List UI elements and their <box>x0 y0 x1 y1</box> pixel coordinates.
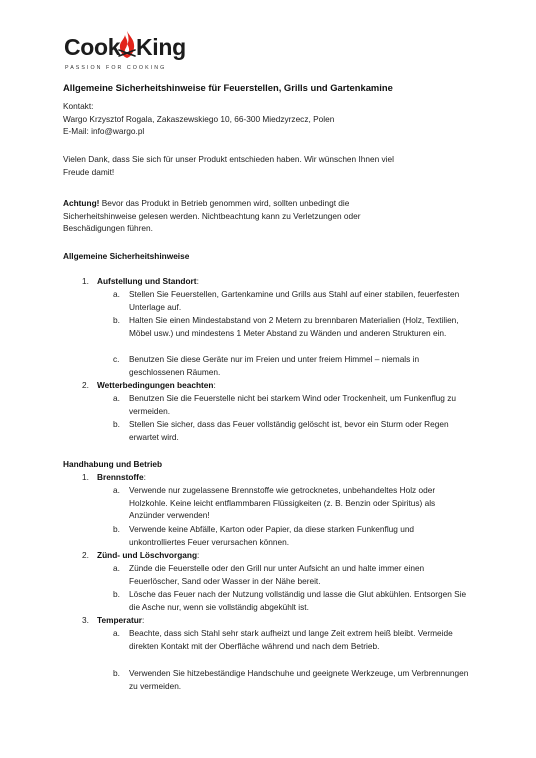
logo-word-cook: Cook <box>64 34 121 60</box>
cookking-logo <box>64 34 186 76</box>
sub-item-letter: a. <box>113 563 120 573</box>
section-heading-handling: Handhabung und Betrieb <box>63 459 163 469</box>
warning-line-2: Sicherheitshinweise gelesen werden. Nichtbeachtung kann zu Verletzungen oder <box>63 210 361 221</box>
sub-item-text: Beachte, dass sich Stahl sehr stark aufheizt und lange Zeit extrem heiß bleibt. Vermeide direkten Kontakt mit der Oberfläche während und nach dem Betrieb. <box>129 628 453 651</box>
list-item-title-text: Brennstoffe <box>97 472 144 482</box>
list-item-title-colon: : <box>142 615 145 625</box>
list-item-title-colon: : <box>213 380 216 390</box>
sub-item-letter: a. <box>113 289 120 299</box>
sub-item-text: Benutzen Sie die Feuerstelle nicht bei starkem Wind oder Trockenheit, um Funkenflug zu vermeiden. <box>129 393 456 416</box>
thanks-line-1: Vielen Dank, dass Sie sich für unser Produkt entschieden haben. Wir wünschen Ihnen viel <box>63 154 394 164</box>
sub-item-text: Benutzen Sie diese Geräte nur im Freien und unter freiem Himmel – niemals in geschlossenen Räumen. <box>129 354 420 377</box>
logo-tagline: PASSION FOR COOKING <box>65 65 167 71</box>
sub-item-text: Zünde die Feuerstelle oder den Grill nur unter Aufsicht an und halte immer einen Feuerlöscher, Sand oder Wasser in der Nähe bereit. <box>129 563 425 586</box>
sub-item-text: Verwende nur zugelassene Brennstoffe wie getrocknetes, unbehandeltes Holz oder Holzkohle. Keine leicht entflammbaren Flüssigkeiten (z. B. Benzin oder Spiritus) als Anzünder verwenden! <box>129 485 436 521</box>
sub-item-letter: b. <box>113 668 120 678</box>
thanks-paragraph <box>63 153 473 178</box>
contact-email: E-Mail: info@wargo.pl <box>63 126 145 137</box>
sub-item-letter: a. <box>113 393 120 403</box>
contact-label: Kontakt: <box>63 101 94 111</box>
list-item-title-text: Zünd- und Löschvorgang <box>97 550 198 560</box>
document-title: Allgemeine Sicherheitshinweise für Feuerstellen, Grills und Gartenkamine <box>63 82 393 93</box>
list-item-title-colon: : <box>197 550 200 560</box>
contact-block <box>63 100 334 138</box>
warning-line-3: Beschädigungen führen. <box>63 223 153 234</box>
flame-icon <box>116 30 138 60</box>
list-item-title <box>97 471 146 484</box>
warning-line-1: Bevor das Produkt in Betrieb genommen wird, sollten unbedingt die <box>99 198 350 208</box>
sub-item-text: Lösche das Feuer nach der Nutzung vollständig und lasse die Glut abkühlen. Entsorgen Sie die Asche nur, wenn sie vollständig abgekühlt ist. <box>129 589 467 612</box>
list-item-title <box>97 379 216 392</box>
list-item-title-text: Aufstellung und Standort <box>97 276 197 286</box>
sub-item-letter: b. <box>113 419 120 429</box>
list-item-title-text: Temperatur <box>97 615 143 625</box>
sub-item-text: Stellen Sie sicher, dass das Feuer vollständig gelöscht ist, bevor ein Sturm oder Regen erwartet wird. <box>129 419 449 442</box>
contact-address: Wargo Krzysztof Rogala, Zakaszewskiego 10, 66-300 Miedzyrzecz, Polen <box>63 113 335 124</box>
thanks-line-2: Freude damit! <box>63 166 115 177</box>
list-item-title-colon: : <box>143 472 146 482</box>
sub-item-letter: b. <box>113 589 120 599</box>
warning-label: Achtung! <box>63 198 100 208</box>
sub-item-text: Stellen Sie Feuerstellen, Gartenkamine und Grills aus Stahl auf einer stabilen, feuerfesten Unterlage auf. <box>129 289 460 312</box>
list-item-title <box>97 275 199 288</box>
sub-item-letter: b. <box>113 315 120 325</box>
sub-item-text: Halten Sie einen Mindestabstand von 2 Metern zu brennbaren Materialien (Holz, Textilien, Möbel usw.) und mindestens 1 Meter Abstand zu Wänden und anderen Strukturen ein. <box>129 315 459 338</box>
list-item-title <box>97 614 144 627</box>
sub-item-text: Verwenden Sie hitzebeständige Handschuhe und geeignete Werkzeuge, um Verbrennungen zu vermeiden. <box>129 668 469 691</box>
sub-item-letter: a. <box>113 628 120 638</box>
sub-item-text: Verwende keine Abfälle, Karton oder Papier, da diese starken Funkenflug und unkontrolliertes Feuer verursachen können. <box>129 524 415 547</box>
sub-item-letter: c. <box>113 354 120 364</box>
list-number: 2. <box>82 550 89 560</box>
list-number: 1. <box>82 472 89 482</box>
sub-item-letter: b. <box>113 524 120 534</box>
list-number: 1. <box>82 276 89 286</box>
list-item-title-text: Wetterbedingungen beachten <box>97 380 214 390</box>
section-heading-general: Allgemeine Sicherheitshinweise <box>63 251 190 261</box>
list-item-title-colon: : <box>196 276 199 286</box>
list-number: 3. <box>82 615 89 625</box>
list-item-title <box>97 549 199 562</box>
logo-word-king: King <box>136 34 186 60</box>
list-number: 2. <box>82 380 89 390</box>
sub-item-letter: a. <box>113 485 120 495</box>
warning-paragraph <box>63 197 473 235</box>
